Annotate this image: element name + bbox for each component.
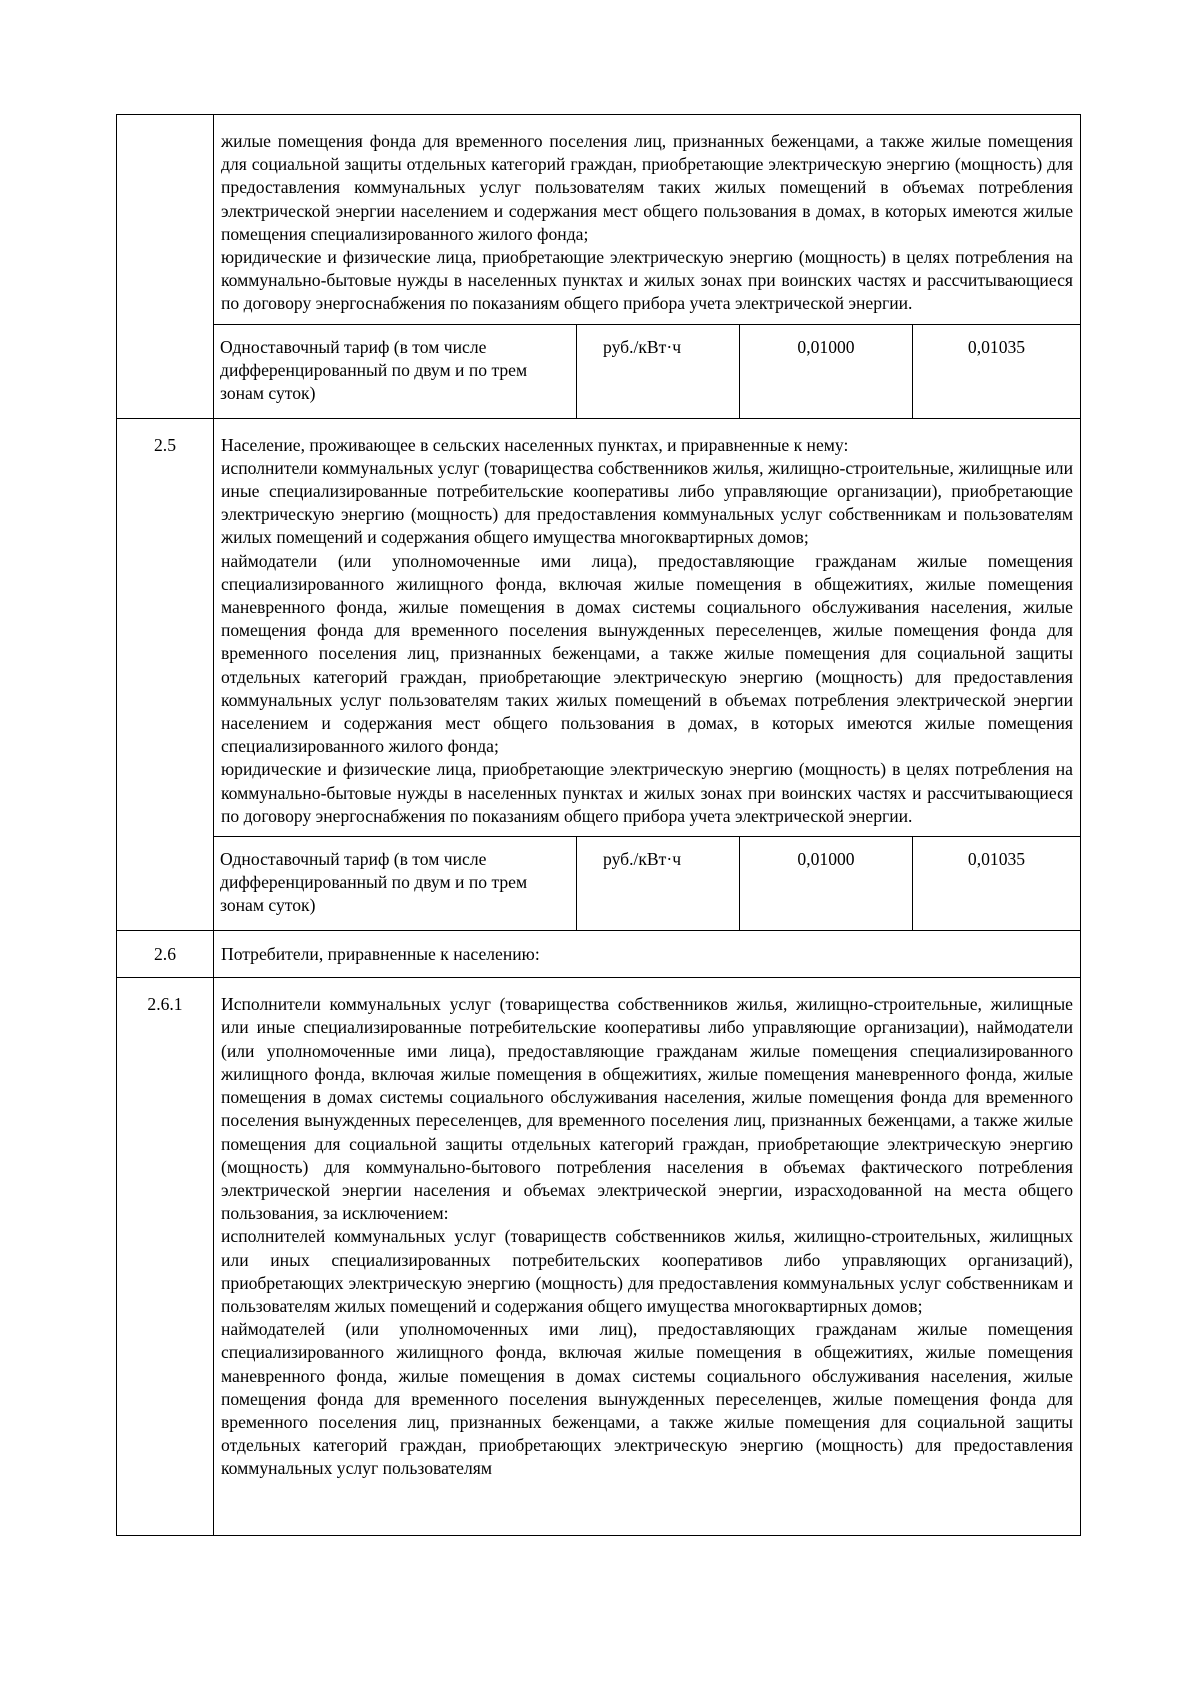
row-content: [214, 978, 1081, 1536]
paragraph: Население, проживающее в сельских населенных пунктах, и приравненные к нему:: [221, 434, 849, 455]
row-number: 2.5: [117, 418, 214, 930]
row-number: 2.6: [117, 931, 214, 978]
tariff-subtable: [214, 836, 1080, 930]
tariff-unit: руб./кВт·ч: [577, 324, 740, 418]
tariff-subtable: [214, 324, 1080, 418]
tariff-value-1: 0,01000: [740, 324, 913, 418]
tariff-table: [116, 114, 1081, 1536]
tariff-unit: руб./кВт·ч: [577, 837, 740, 931]
table-row: [117, 931, 1081, 978]
paragraph: жилые помещения фонда для временного поселения лиц, признанных беженцами, а также жилые помещения для социальной защиты отдельных категорий граждан, приобретающие электрическую энергию (мощность) для предоставления коммунальных услуг пользователям таких жилых помещений в объемах потребления электрической энергии населением и содержания мест общего пользования в домах, в которых имеются жилые помещения специализированного жилого фонда;: [221, 131, 1073, 244]
row-description: [214, 419, 1080, 836]
row-number: [117, 115, 214, 419]
paragraph: исполнителей коммунальных услуг (товариществ собственников жилья, жилищно-строительных, жилищных или иных специализированных потребительских кооперативов либо управляющих организаций), приобретающих электрическую энергию (мощность) для предоставления коммунальных услуг собственникам и пользователям жилых помещений и содержания общего имущества многоквартирных домов;: [221, 1226, 1073, 1316]
row-content: [214, 115, 1081, 419]
tariff-value-2: 0,01035: [913, 837, 1081, 931]
paragraph: Исполнители коммунальных услуг (товарищества собственников жилья, жилищно-строительные, жилищные или иные специализированные потребительские кооперативы либо управляющие организации), наймодатели (или уполномоченные ими лица), предоставляющие гражданам жилые помещения специализированного жилищного фонда, включая жилые помещения в общежитиях, жилые помещения маневренного фонда, жилые помещения в домах системы социального обслуживания населения, жилые помещения фонда для временного поселения вынужденных переселенцев, для временного поселения лиц, признанных беженцами, а также жилые помещения для социальной защиты отдельных категорий граждан, приобретающие электрическую энергию (мощность) для коммунально-бытового потребления населения в объемах фактического потребления электрической энергии населения и объемах электрической энергии, израсходованной на места общего пользования, за исключением:: [221, 994, 1073, 1224]
table-row: [117, 978, 1081, 1536]
row-content: [214, 418, 1081, 930]
tariff-row: [214, 324, 1080, 418]
tariff-value-1: 0,01000: [740, 837, 913, 931]
paragraph: исполнители коммунальных услуг (товарищества собственников жилья, жилищно-строительные, жилищные или иные специализированные потребительские кооперативы либо управляющие организации), приобретающие электрическую энергию (мощность) для предоставления коммунальных услуг собственникам и пользователям жилых помещений и содержания общего имущества многоквартирных домов;: [221, 457, 1073, 548]
tariff-value-2: 0,01035: [913, 324, 1081, 418]
table-row: [117, 418, 1081, 930]
tariff-name: Одноставочный тариф (в том числе дифференцированный по двум и по трем зонам суток): [214, 324, 577, 418]
paragraph: наймодатели (или уполномоченные ими лица), предоставляющие гражданам жилые помещения специализированного жилищного фонда, включая жилые помещения в общежитиях, жилые помещения маневренного фонда, жилые помещения в домах системы социального обслуживания населения, жилые помещения фонда для временного поселения вынужденных переселенцев, жилые помещения фонда для временного поселения лиц, признанных беженцами, а также жилые помещения для социальной защиты отдельных категорий граждан, приобретающие электрическую энергию (мощность) для предоставления коммунальных услуг пользователям таких жилых помещений в объемах потребления электрической энергии населением и содержания мест общего пользования в домах, в которых имеются жилые помещения специализированного жилого фонда;: [221, 550, 1073, 757]
row-description: [214, 978, 1080, 1535]
table-row: [117, 115, 1081, 419]
paragraph: юридические и физические лица, приобретающие электрическую энергию (мощность) в целях потребления на коммунально-бытовые нужды в населенных пунктах и жилых зонах при воинских частях и рассчитывающиеся по договору энергоснабжения по показаниям общего прибора учета электрической энергии.: [221, 247, 1073, 314]
row-description: [214, 115, 1080, 324]
row-description: Потребители, приравненные к населению:: [221, 944, 540, 965]
tariff-row: [214, 837, 1080, 931]
paragraph: юридические и физические лица, приобретающие электрическую энергию (мощность) в целях потребления на коммунально-бытовые нужды в населенных пунктах и жилых зонах при воинских частях и рассчитывающиеся по договору энергоснабжения по показаниям общего прибора учета электрической энергии.: [221, 759, 1073, 826]
row-content: [214, 931, 1081, 978]
paragraph: наймодателей (или уполномоченных ими лиц), предоставляющих гражданам жилые помещения специализированного жилищного фонда, включая жилые помещения в общежитиях, жилые помещения маневренного фонда, жилые помещения в домах системы социального обслуживания населения, жилые помещения фонда для временного поселения вынужденных переселенцев, жилые помещения фонда для временного поселения лиц, признанных беженцами, а также жилые помещения для социальной защиты отдельных категорий граждан, приобретающих электрическую энергию (мощность) для предоставления коммунальных услуг пользователям: [221, 1319, 1073, 1479]
tariff-name: Одноставочный тариф (в том числе дифференцированный по двум и по трем зонам суток): [214, 837, 577, 931]
row-number: 2.6.1: [117, 978, 214, 1536]
